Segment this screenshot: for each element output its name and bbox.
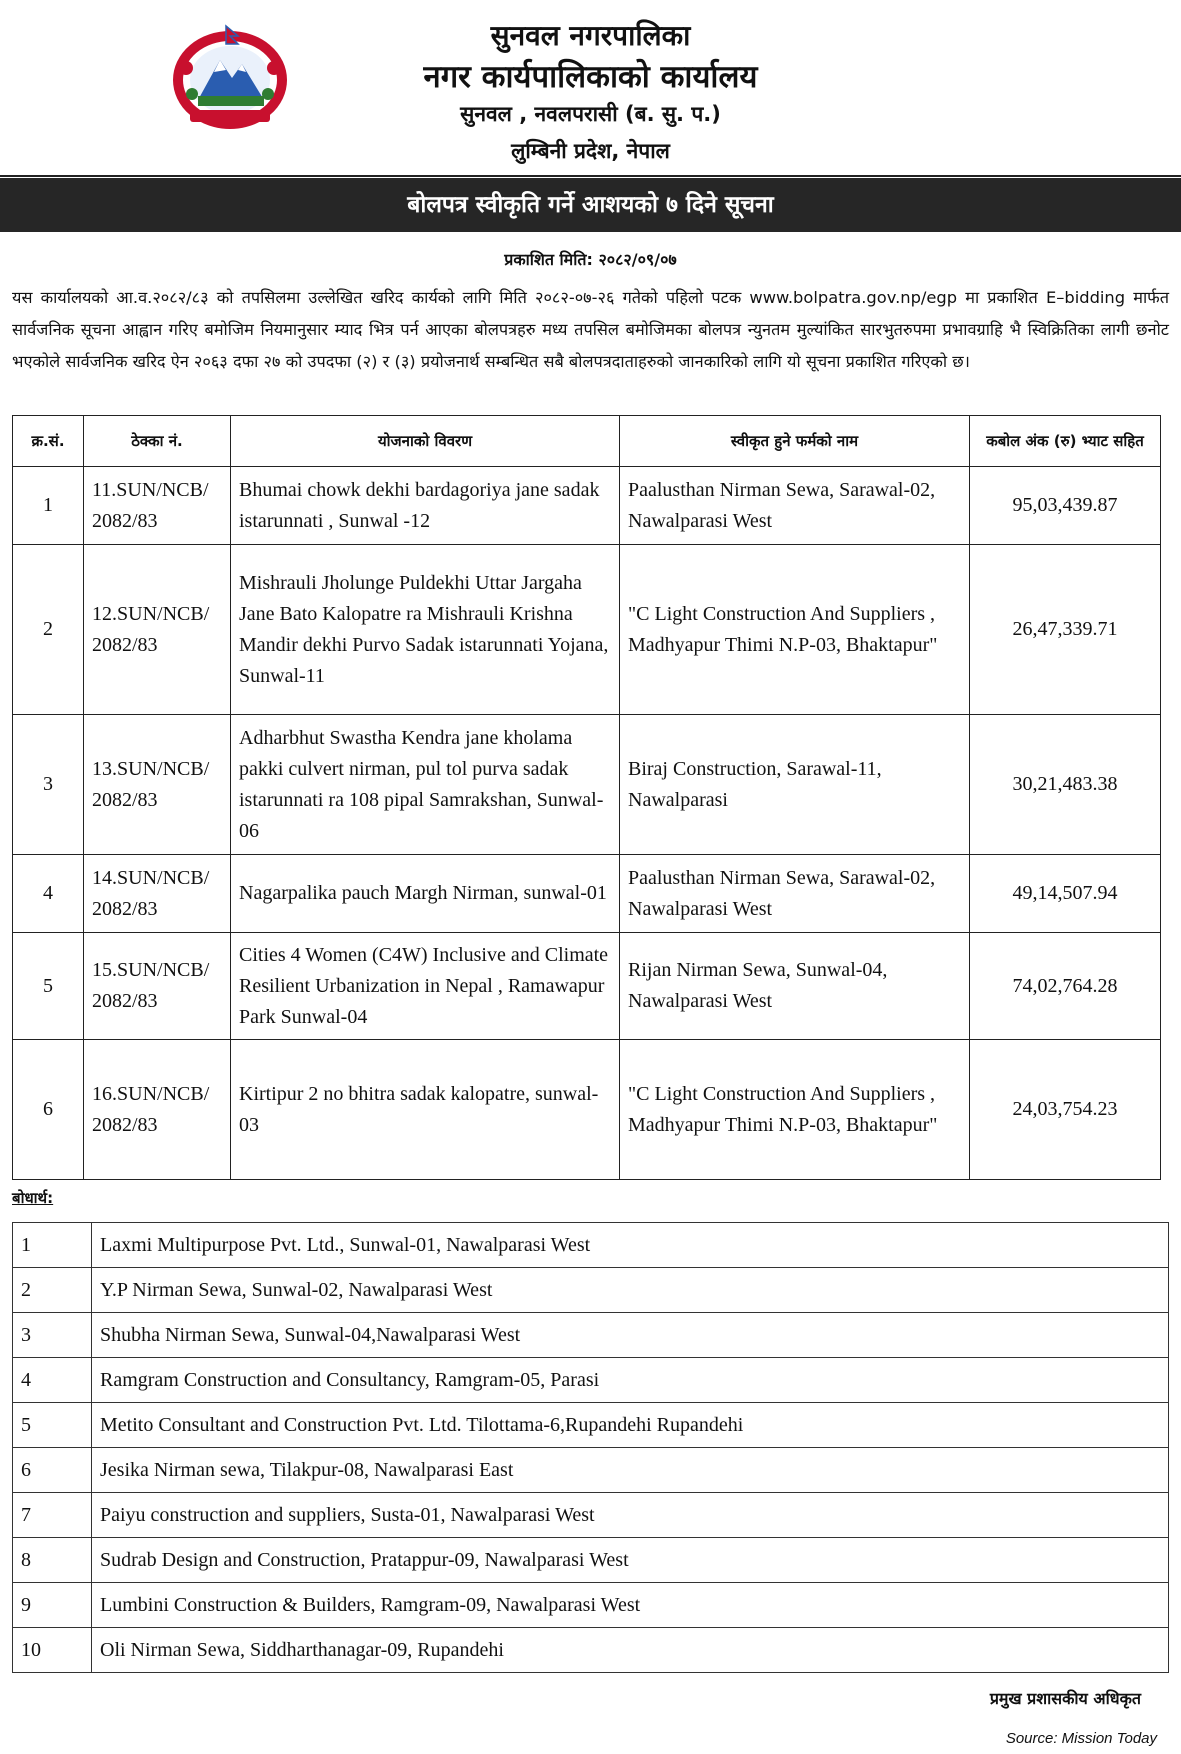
cc-name: Y.P Nirman Sewa, Sunwal-02, Nawalparasi West [92,1268,1169,1313]
cc-row [13,1538,1169,1583]
col-header-description: योजनाको विवरण [231,416,620,467]
province-country: लुम्बिनी प्रदेश, नेपाल [511,139,670,163]
cc-number: 4 [13,1358,92,1403]
cc-row [13,1358,1169,1403]
table-row [13,933,1161,1040]
cell-amount: 26,47,339.71 [970,545,1161,715]
table-row [13,545,1161,715]
cc-name: Laxmi Multipurpose Pvt. Ltd., Sunwal-01, Nawalparasi West [92,1223,1169,1268]
cell-contract: 13.SUN/NCB/ 2082/83 [84,715,231,855]
source-credit: Source: Mission Today [1005,1730,1157,1747]
cc-name: Oli Nirman Sewa, Siddharthanagar-09, Rupandehi [92,1628,1169,1673]
cell-description: Mishrauli Jholunge Puldekhi Uttar Jargaha Jane Bato Kalopatre ra Mishrauli Krishna Mandir dekhi Purvo Sadak istarunnati Yojana, Sunwal-11 [231,545,620,715]
cell-amount: 74,02,764.28 [970,933,1161,1040]
col-header-contract: ठेक्का नं. [84,416,231,467]
notice-title-banner: बोलपत्र स्वीकृति गर्ने आशयको ७ दिने सूचना [0,178,1181,232]
cc-name: Lumbini Construction & Builders, Ramgram-09, Nawalparasi West [92,1583,1169,1628]
cc-row [13,1448,1169,1493]
cell-description: Cities 4 Women (C4W) Inclusive and Climate Resilient Urbanization in Nepal , Ramawapur Park Sunwal-04 [231,933,620,1040]
cell-contract: 14.SUN/NCB/ 2082/83 [84,855,231,933]
cell-amount: 95,03,439.87 [970,467,1161,545]
cell-amount: 30,21,483.38 [970,715,1161,855]
cc-name: Paiyu construction and suppliers, Susta-01, Nawalparasi West [92,1493,1169,1538]
cc-row [13,1403,1169,1448]
cell-contract: 11.SUN/NCB/ 2082/83 [84,467,231,545]
cc-number: 9 [13,1583,92,1628]
cc-name: Jesika Nirman sewa, Tilakpur-08, Nawalparasi East [92,1448,1169,1493]
header [0,0,1181,177]
cell-firm: Paalusthan Nirman Sewa, Sarawal-02, Nawalparasi West [620,855,970,933]
cell-contract: 12.SUN/NCB/ 2082/83 [84,545,231,715]
cc-name: Metito Consultant and Construction Pvt. Ltd. Tilottama-6,Rupandehi Rupandehi [92,1403,1169,1448]
cell-sn: 4 [13,855,84,933]
cc-label: बोधार्थ: [12,1189,54,1207]
cell-sn: 3 [13,715,84,855]
published-date: प्रकाशित मिति: २०८२/०९/०७ [504,250,677,269]
col-header-firm: स्वीकृत हुने फर्मको नाम [620,416,970,467]
cell-firm: Rijan Nirman Sewa, Sunwal-04, Nawalparasi West [620,933,970,1040]
cell-sn: 5 [13,933,84,1040]
cc-number: 8 [13,1538,92,1583]
col-header-sn: क्र.सं. [13,416,84,467]
cc-number: 10 [13,1628,92,1673]
cell-firm: Biraj Construction, Sarawal-11, Nawalparasi [620,715,970,855]
table-row [13,855,1161,933]
intro-paragraph: यस कार्यालयको आ.व.२०८२/८३ को तपसिलमा उल्लेखित खरिद कार्यको लागि मिति २०८२-०७-२६ गतेको पहिलो पटक www.bolpatra.gov.np/egp मा प्रकाशित E–bidding मार्फत सार्वजनिक सूचना आह्वान गरिए बमोजिम नियमानुसार म्याद भित्र पर्न आएका बोलपत्रहरु मध्य तपसिल बमोजिमका बोलपत्र न्युनतम मुल्यांकित सारभुतरुपमा प्रभावग्राहि भै स्विक्रितिका लागी छनोट भएकोले सार्वजनिक खरिद ऐन २०६३ दफा २७ को उपदफा (२) र (३) प्रयोजनार्थ सम्बन्धित सबै बोलपत्रदाताहरुको जानकारिको लागि यो सूचना प्रकाशित गरिएको छ। [12,288,1169,371]
cell-description: Nagarpalika pauch Margh Nirman, sunwal-01 [231,855,620,933]
office-name: नगर कार्यपालिकाको कार्यालय [423,59,758,95]
cc-row [13,1313,1169,1358]
table-header-row [13,416,1161,467]
cc-name: Shubha Nirman Sewa, Sunwal-04,Nawalparasi West [92,1313,1169,1358]
cc-row [13,1268,1169,1313]
cc-name: Sudrab Design and Construction, Pratappur-09, Nawalparasi West [92,1538,1169,1583]
cell-amount: 24,03,754.23 [970,1040,1161,1180]
cc-number: 6 [13,1448,92,1493]
cell-description: Kirtipur 2 no bhitra sadak kalopatre, sunwal-03 [231,1040,620,1180]
office-location: सुनवल , नवलपरासी (ब. सु. प.) [460,102,721,126]
cc-number: 7 [13,1493,92,1538]
cc-row [13,1628,1169,1673]
cc-list-table [12,1222,1169,1673]
col-header-amount: कबोल अंक (रु) भ्याट सहित [970,416,1161,467]
cc-name: Ramgram Construction and Consultancy, Ramgram-05, Parasi [92,1358,1169,1403]
cell-description: Bhumai chowk dekhi bardagoriya jane sadak istarunnati , Sunwal -12 [231,467,620,545]
cell-amount: 49,14,507.94 [970,855,1161,933]
cell-sn: 1 [13,467,84,545]
table-row [13,467,1161,545]
table-row [13,715,1161,855]
table-row [13,1040,1161,1180]
cell-sn: 2 [13,545,84,715]
cell-firm: Paalusthan Nirman Sewa, Sarawal-02, Nawalparasi West [620,467,970,545]
cc-number: 5 [13,1403,92,1448]
cc-row [13,1493,1169,1538]
cc-number: 3 [13,1313,92,1358]
cc-row [13,1223,1169,1268]
bid-acceptance-table [12,415,1161,1180]
cell-firm: "C Light Construction And Suppliers , Madhyapur Thimi N.P-03, Bhaktapur" [620,1040,970,1180]
signatory-title: प्रमुख प्रशासकीय अधिकृत [989,1689,1141,1708]
cell-description: Adharbhut Swastha Kendra jane kholama pakki culvert nirman, pul tol purva sadak istarunnati ra 108 pipal Samrakshan, Sunwal-06 [231,715,620,855]
cell-contract: 16.SUN/NCB/ 2082/83 [84,1040,231,1180]
cell-contract: 15.SUN/NCB/ 2082/83 [84,933,231,1040]
municipality-name: सुनवल नगरपालिका [490,19,691,52]
cell-sn: 6 [13,1040,84,1180]
cc-number: 1 [13,1223,92,1268]
cc-row [13,1583,1169,1628]
cell-firm: "C Light Construction And Suppliers , Madhyapur Thimi N.P-03, Bhaktapur" [620,545,970,715]
cc-number: 2 [13,1268,92,1313]
